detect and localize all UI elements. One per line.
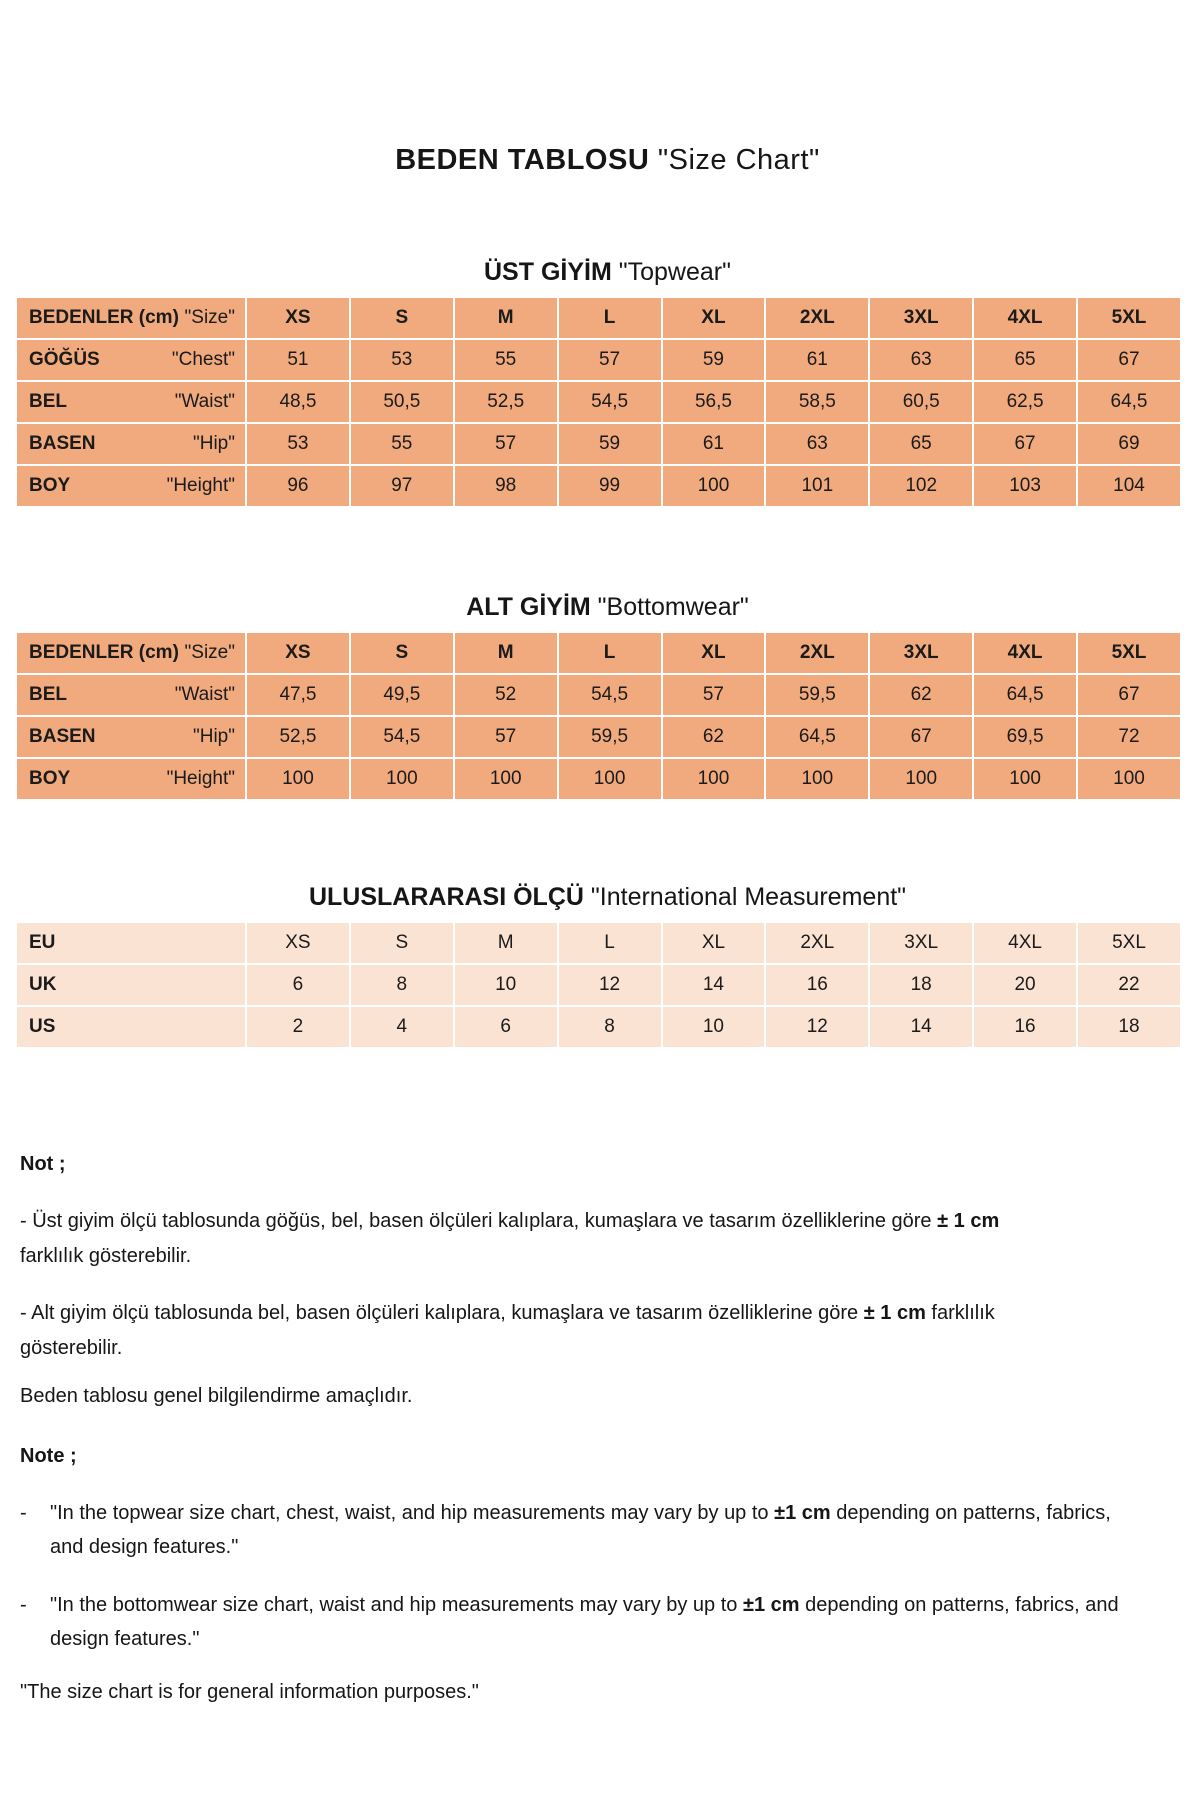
note-text: depending on patterns, fabrics, and design features." xyxy=(50,1502,1111,1558)
note-footer-tr: Beden tablosu genel bilgilendirme amaçlıdır. xyxy=(20,1385,413,1407)
row-label-cell xyxy=(16,758,246,800)
size-header-cell: 4XL xyxy=(973,297,1077,339)
row-label-translation: "Height" xyxy=(166,768,235,789)
note-footer-en: "The size chart is for general information purposes." xyxy=(20,1681,479,1703)
value-cell: 2 xyxy=(246,1006,350,1048)
row-label: BOY xyxy=(29,475,71,496)
value-cell: 50,5 xyxy=(350,381,454,423)
value-cell: 5XL xyxy=(1077,922,1181,964)
value-cell: 64,5 xyxy=(765,716,869,758)
value-cell: 10 xyxy=(454,964,558,1006)
size-header-cell: XS xyxy=(246,297,350,339)
row-label-cell xyxy=(16,922,246,964)
table-row xyxy=(16,758,1181,800)
value-cell: 57 xyxy=(454,423,558,465)
value-cell: 99 xyxy=(558,465,662,507)
value-cell: 101 xyxy=(765,465,869,507)
value-cell: 102 xyxy=(869,465,973,507)
note-item-tr-bottomwear xyxy=(20,1296,1020,1366)
table-row xyxy=(16,465,1181,507)
section-heading-bottomwear-quote: "Bottomwear" xyxy=(597,593,749,621)
note-bullet: - xyxy=(20,1502,27,1524)
value-cell: 47,5 xyxy=(246,674,350,716)
value-cell: 56,5 xyxy=(662,381,766,423)
size-header-cell: L xyxy=(558,297,662,339)
value-cell: 55 xyxy=(454,339,558,381)
value-cell: 16 xyxy=(765,964,869,1006)
section-heading-bottomwear-bold: ALT GİYİM xyxy=(466,593,591,621)
value-cell: 67 xyxy=(1077,339,1181,381)
note-text: - Alt giyim ölçü tablosunda bel, basen ölçüleri kalıplara, kumaşlara ve tasarım özelliklerine göre xyxy=(20,1302,864,1324)
value-cell: 60,5 xyxy=(869,381,973,423)
value-cell: 69,5 xyxy=(973,716,1077,758)
value-cell: 8 xyxy=(558,1006,662,1048)
row-label: BOY xyxy=(29,768,71,789)
value-cell: 98 xyxy=(454,465,558,507)
row-label: BASEN xyxy=(29,726,96,747)
value-cell: 22 xyxy=(1077,964,1181,1006)
note-text: farklılık gösterebilir. xyxy=(20,1302,995,1359)
table-row xyxy=(16,339,1181,381)
value-cell: 100 xyxy=(1077,758,1181,800)
value-cell: 55 xyxy=(350,423,454,465)
row-label-cell xyxy=(16,1006,246,1048)
size-header-cell: XL xyxy=(662,297,766,339)
value-cell: 100 xyxy=(765,758,869,800)
value-cell: 52,5 xyxy=(454,381,558,423)
value-cell: 54,5 xyxy=(558,674,662,716)
page-title xyxy=(15,144,1200,177)
size-table-topwear xyxy=(15,296,1182,508)
row-label-cell xyxy=(16,297,246,339)
value-cell: 69 xyxy=(1077,423,1181,465)
section-heading-international-bold: ULUSLARARASI ÖLÇÜ xyxy=(308,883,584,911)
row-label: BEL xyxy=(29,391,67,412)
value-cell: 4 xyxy=(350,1006,454,1048)
value-cell: 62,5 xyxy=(973,381,1077,423)
size-header-cell: S xyxy=(350,297,454,339)
table-row xyxy=(16,716,1181,758)
table-row xyxy=(16,674,1181,716)
value-cell: 104 xyxy=(1077,465,1181,507)
value-cell: 64,5 xyxy=(1077,381,1181,423)
row-label-cell xyxy=(16,716,246,758)
value-cell: XS xyxy=(246,922,350,964)
note-text: "In the topwear size chart, chest, waist, and hip measurements may vary by up to xyxy=(50,1502,775,1524)
value-cell: 3XL xyxy=(869,922,973,964)
size-header-cell: 3XL xyxy=(869,632,973,674)
value-cell: 20 xyxy=(973,964,1077,1006)
row-label-translation: "Size" xyxy=(184,642,235,663)
size-header-cell: M xyxy=(454,297,558,339)
size-header-cell: L xyxy=(558,632,662,674)
size-header-cell: S xyxy=(350,632,454,674)
row-label-translation: "Height" xyxy=(166,475,235,496)
value-cell: 67 xyxy=(1077,674,1181,716)
row-label-translation: "Hip" xyxy=(193,433,235,454)
row-label-cell xyxy=(16,632,246,674)
size-header-cell: 5XL xyxy=(1077,632,1181,674)
value-cell: 52 xyxy=(454,674,558,716)
page-title-quote: "Size Chart" xyxy=(657,144,820,176)
value-cell: M xyxy=(454,922,558,964)
note-bullet: - xyxy=(20,1594,27,1616)
value-cell: 51 xyxy=(246,339,350,381)
section-heading-topwear-quote: "Topwear" xyxy=(618,258,731,286)
note-item-en-bottomwear xyxy=(20,1588,1138,1656)
note-text: - Üst giyim ölçü tablosunda göğüs, bel, basen ölçüleri kalıplara, kumaşlara ve tasarım özelliklerine göre xyxy=(20,1210,938,1232)
value-cell: 18 xyxy=(869,964,973,1006)
value-cell: 12 xyxy=(558,964,662,1006)
value-cell: 57 xyxy=(558,339,662,381)
value-cell: 62 xyxy=(869,674,973,716)
page-title-bold: BEDEN TABLOSU xyxy=(395,144,650,176)
row-label-translation: "Chest" xyxy=(171,349,235,370)
value-cell: L xyxy=(558,922,662,964)
value-cell: 53 xyxy=(246,423,350,465)
table-row xyxy=(16,922,1181,964)
row-label: UK xyxy=(29,974,57,995)
row-label: BEDENLER (cm) xyxy=(29,642,179,663)
value-cell: 10 xyxy=(662,1006,766,1048)
row-label-cell xyxy=(16,381,246,423)
value-cell: 100 xyxy=(350,758,454,800)
value-cell: 64,5 xyxy=(973,674,1077,716)
notes-heading-en: Note ; xyxy=(20,1445,77,1467)
size-header-cell: XL xyxy=(662,632,766,674)
note-text: "In the bottomwear size chart, waist and hip measurements may vary by up to xyxy=(50,1594,743,1616)
note-text-wrap xyxy=(50,1496,1138,1564)
value-cell: 65 xyxy=(869,423,973,465)
table-row xyxy=(16,1006,1181,1048)
value-cell: 100 xyxy=(869,758,973,800)
note-item-en-topwear xyxy=(20,1496,1138,1564)
value-cell: 48,5 xyxy=(246,381,350,423)
note-bold-tolerance: ± 1 cm xyxy=(937,1210,1000,1232)
row-label-cell xyxy=(16,465,246,507)
row-label: BEL xyxy=(29,684,67,705)
size-header-cell: XS xyxy=(246,632,350,674)
value-cell: S xyxy=(350,922,454,964)
value-cell: 52,5 xyxy=(246,716,350,758)
value-cell: 97 xyxy=(350,465,454,507)
row-label: US xyxy=(29,1016,56,1037)
row-label-cell xyxy=(16,339,246,381)
value-cell: 63 xyxy=(765,423,869,465)
row-label-cell xyxy=(16,423,246,465)
value-cell: 6 xyxy=(246,964,350,1006)
section-heading-international-quote: "International Measurement" xyxy=(590,883,907,911)
value-cell: 67 xyxy=(869,716,973,758)
table-row xyxy=(16,964,1181,1006)
value-cell: 100 xyxy=(662,465,766,507)
value-cell: 49,5 xyxy=(350,674,454,716)
row-label-cell xyxy=(16,964,246,1006)
value-cell: 59,5 xyxy=(558,716,662,758)
row-label: EU xyxy=(29,932,56,953)
value-cell: 53 xyxy=(350,339,454,381)
value-cell: 6 xyxy=(454,1006,558,1048)
value-cell: 72 xyxy=(1077,716,1181,758)
value-cell: 100 xyxy=(454,758,558,800)
value-cell: 100 xyxy=(246,758,350,800)
row-label-translation: "Size" xyxy=(184,307,235,328)
value-cell: 58,5 xyxy=(765,381,869,423)
value-cell: 62 xyxy=(662,716,766,758)
row-label: BEDENLER (cm) xyxy=(29,307,179,328)
table-header-row xyxy=(16,297,1181,339)
size-header-cell: 3XL xyxy=(869,297,973,339)
value-cell: 100 xyxy=(558,758,662,800)
value-cell: 16 xyxy=(973,1006,1077,1048)
section-heading-topwear-bold: ÜST GİYİM xyxy=(484,258,612,286)
note-text-wrap xyxy=(50,1588,1138,1656)
row-label: GÖĞÜS xyxy=(29,349,100,370)
value-cell: 12 xyxy=(765,1006,869,1048)
notes-section xyxy=(20,1152,1180,1704)
size-header-cell: 5XL xyxy=(1077,297,1181,339)
section-heading-international xyxy=(15,883,1200,912)
value-cell: 100 xyxy=(973,758,1077,800)
row-label-translation: "Waist" xyxy=(174,391,235,412)
value-cell: 14 xyxy=(869,1006,973,1048)
value-cell: 59,5 xyxy=(765,674,869,716)
note-bold-tolerance: ±1 cm xyxy=(742,1594,800,1616)
size-table-international xyxy=(15,921,1182,1049)
value-cell: 63 xyxy=(869,339,973,381)
size-header-cell: 4XL xyxy=(973,632,1077,674)
row-label-cell xyxy=(16,674,246,716)
value-cell: 8 xyxy=(350,964,454,1006)
value-cell: 59 xyxy=(662,339,766,381)
value-cell: 57 xyxy=(662,674,766,716)
value-cell: 100 xyxy=(662,758,766,800)
value-cell: 54,5 xyxy=(350,716,454,758)
value-cell: 14 xyxy=(662,964,766,1006)
value-cell: 54,5 xyxy=(558,381,662,423)
value-cell: 67 xyxy=(973,423,1077,465)
size-header-cell: 2XL xyxy=(765,632,869,674)
notes-heading-tr: Not ; xyxy=(20,1153,66,1175)
note-text: depending on patterns, fabrics, and design features." xyxy=(50,1594,1119,1650)
note-text: farklılık gösterebilir. xyxy=(20,1245,192,1267)
value-cell: 61 xyxy=(662,423,766,465)
note-bold-tolerance: ± 1 cm xyxy=(863,1302,926,1324)
value-cell: 61 xyxy=(765,339,869,381)
value-cell: 103 xyxy=(973,465,1077,507)
table-header-row xyxy=(16,632,1181,674)
row-label-translation: "Hip" xyxy=(193,726,235,747)
row-label: BASEN xyxy=(29,433,96,454)
section-heading-topwear xyxy=(15,258,1200,287)
note-bold-tolerance: ±1 cm xyxy=(774,1502,831,1524)
value-cell: 65 xyxy=(973,339,1077,381)
value-cell: 59 xyxy=(558,423,662,465)
size-table-bottomwear xyxy=(15,631,1182,801)
size-header-cell: M xyxy=(454,632,558,674)
note-item-tr-topwear xyxy=(20,1204,1020,1274)
value-cell: 96 xyxy=(246,465,350,507)
size-header-cell: 2XL xyxy=(765,297,869,339)
value-cell: XL xyxy=(662,922,766,964)
value-cell: 57 xyxy=(454,716,558,758)
table-row xyxy=(16,381,1181,423)
table-row xyxy=(16,423,1181,465)
value-cell: 18 xyxy=(1077,1006,1181,1048)
value-cell: 4XL xyxy=(973,922,1077,964)
value-cell: 2XL xyxy=(765,922,869,964)
section-heading-bottomwear xyxy=(15,593,1200,622)
row-label-translation: "Waist" xyxy=(174,684,235,705)
